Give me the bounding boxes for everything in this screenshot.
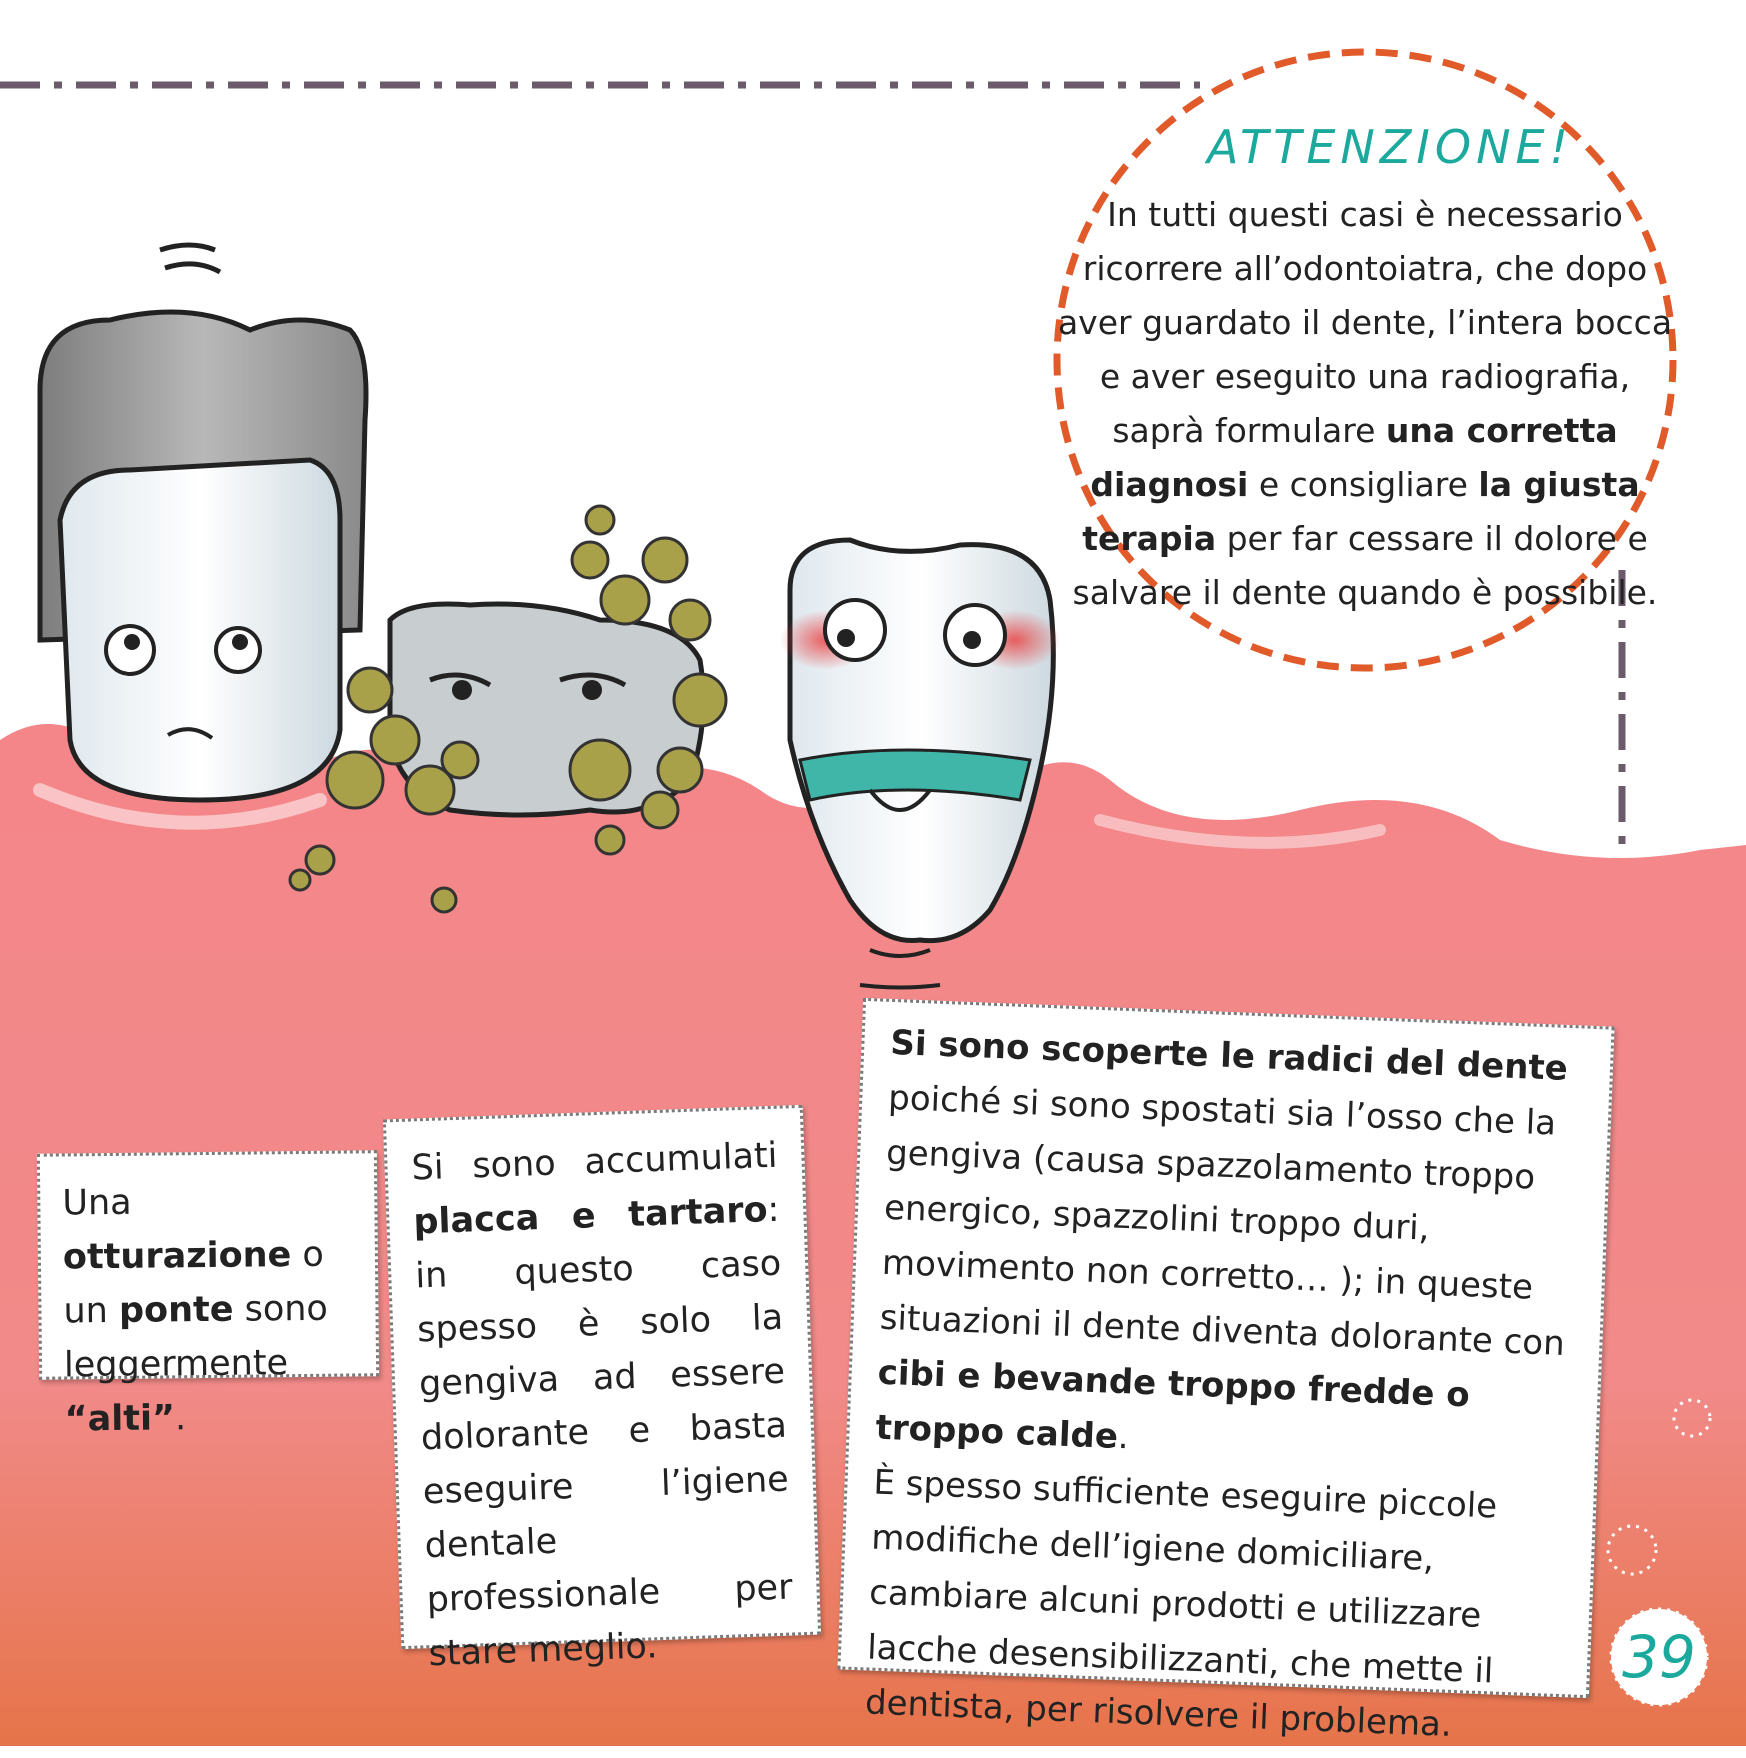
- warning-title: ATTENZIONE!: [1207, 120, 1573, 174]
- note-roots: Si sono scoperte le radici del dente poiché si sono spostati sia l’osso che la gengiva (causa spazzolamento troppo energico, spazzolini troppo duri, movimento non corretto… ); in queste situazioni il dente diventa dolorante con cibi e bevande troppo fredde o troppo calde. È spesso sufficiente eseguire piccole modifiche dell’igiene domiciliare, cambiare alcuni prodotti e utilizzare lacche desensibilizzanti, che mette il dentista, per risolvere il problema.: [837, 998, 1614, 1698]
- note-plaque: Si sono accumulati placca e tartaro: in questo caso spesso è solo la gengiva ad essere dolorante e basta eseguire l’igiene dentale professionale per stare meglio.: [383, 1105, 821, 1649]
- note-filling: Una otturazione o un ponte sono leggermente “alti”.: [37, 1150, 379, 1380]
- warning-text: In tutti questi casi è necessario ricorrere all’odontoiatra, che dopo aver guardato il dente, l’intera bocca e aver eseguito una radiografia, saprà formulare una corretta diagnosi e consigliare la giusta terapia per far cessare il dolore e salvare il dente quando è possibile.: [1057, 195, 1673, 612]
- crowned-tooth: [40, 245, 366, 800]
- page-number: 39: [1622, 1623, 1696, 1691]
